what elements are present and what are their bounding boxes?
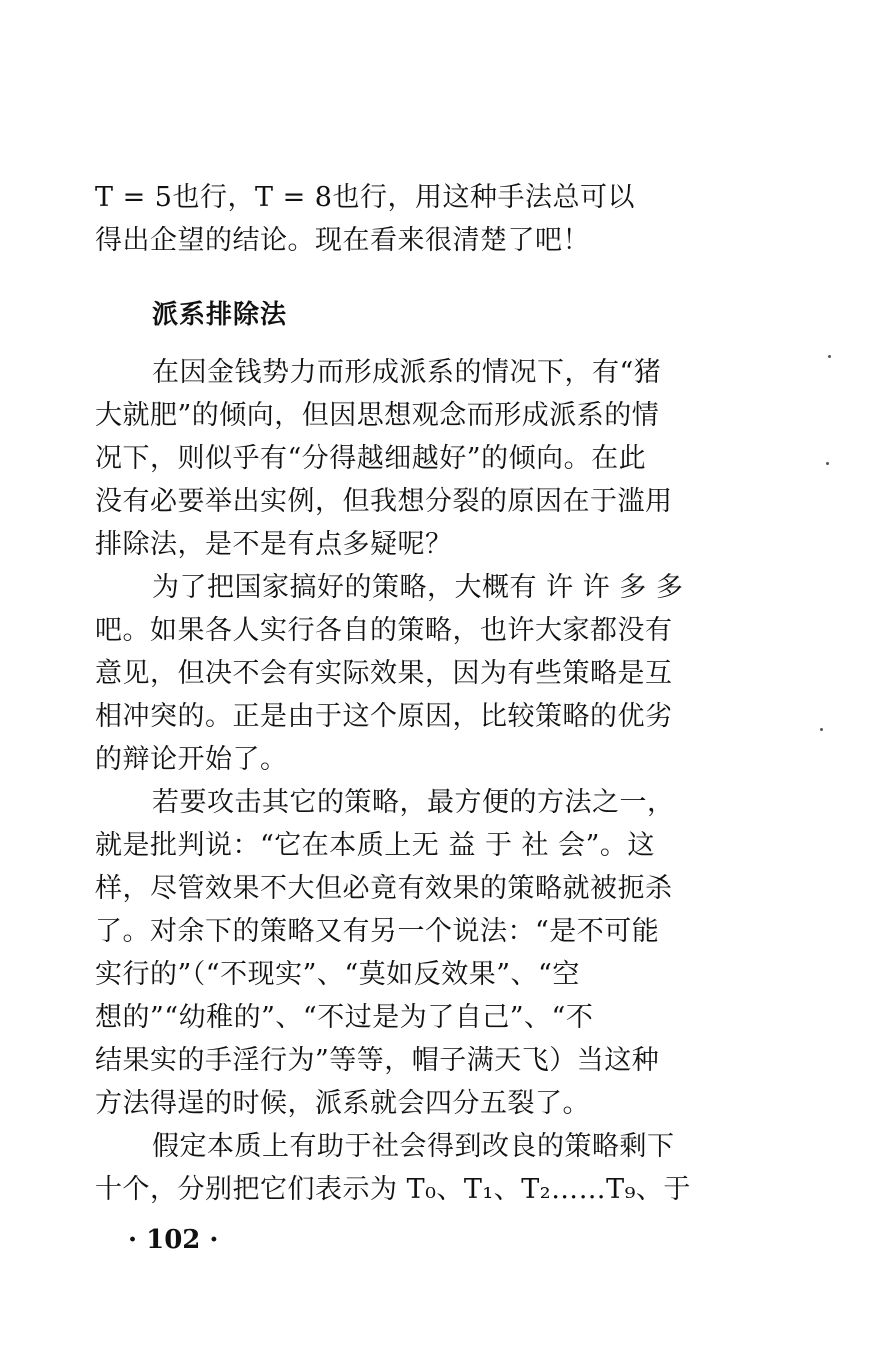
text-line: T = 5也行，T = 8也行，用这种手法总可以	[95, 182, 635, 213]
text-line: 况下，则似乎有“分得越细越好”的倾向。在此	[95, 443, 647, 474]
page-number: · 102 ·	[128, 1225, 219, 1255]
section-heading: 派系排除法	[152, 300, 288, 330]
text-line: 实行的”（“不现实”、“莫如反效果”、“空	[95, 959, 580, 990]
text-line: 样，尽管效果不大但必竟有效果的策略就被扼杀	[95, 873, 673, 904]
scan-speck	[826, 462, 829, 465]
paragraph-start-line: 假定本质上有助于社会得到改良的策略剩下	[152, 1131, 675, 1162]
text-line: 吧。如果各人实行各自的策略，也许大家都没有	[95, 615, 673, 646]
text-line: 得出企望的结论。现在看来很清楚了吧！	[95, 225, 590, 256]
scan-speck	[828, 355, 831, 358]
text-line: 排除法，是不是有点多疑呢？	[95, 529, 453, 560]
text-line: 结果实的手淫行为”等等，帽子满天飞）当这种	[95, 1045, 660, 1076]
text-line: 相冲突的。正是由于这个原因，比较策略的优劣	[95, 701, 673, 732]
scan-speck	[820, 728, 823, 731]
text-line: 意见，但决不会有实际效果，因为有些策略是互	[95, 658, 673, 689]
text-line: 就是批判说：“它在本质上无 益 于 社 会”。这	[95, 830, 655, 861]
text-line: 方法得逞的时候，派系就会四分五裂了。	[95, 1088, 590, 1119]
paragraph-start-line: 若要攻击其它的策略，最方便的方法之一，	[152, 787, 675, 818]
text-line: 十个，分别把它们表示为 T₀、T₁、T₂……T₉、于	[95, 1174, 691, 1205]
paragraph-start-line: 在因金钱势力而形成派系的情况下，有“猪	[152, 357, 662, 388]
text-line: 的辩论开始了。	[95, 744, 288, 775]
text-line: 想的”“幼稚的”、“不过是为了自己”、“不	[95, 1002, 594, 1033]
paragraph-start-line: 为了把国家搞好的策略，大概有 许 许 多 多	[152, 572, 684, 603]
text-line: 没有必要举出实例，但我想分裂的原因在于滥用	[95, 486, 673, 517]
text-line: 了。对余下的策略又有另一个说法：“是不可能	[95, 916, 660, 947]
text-line: 大就肥”的倾向，但因思想观念而形成派系的情	[95, 400, 660, 431]
